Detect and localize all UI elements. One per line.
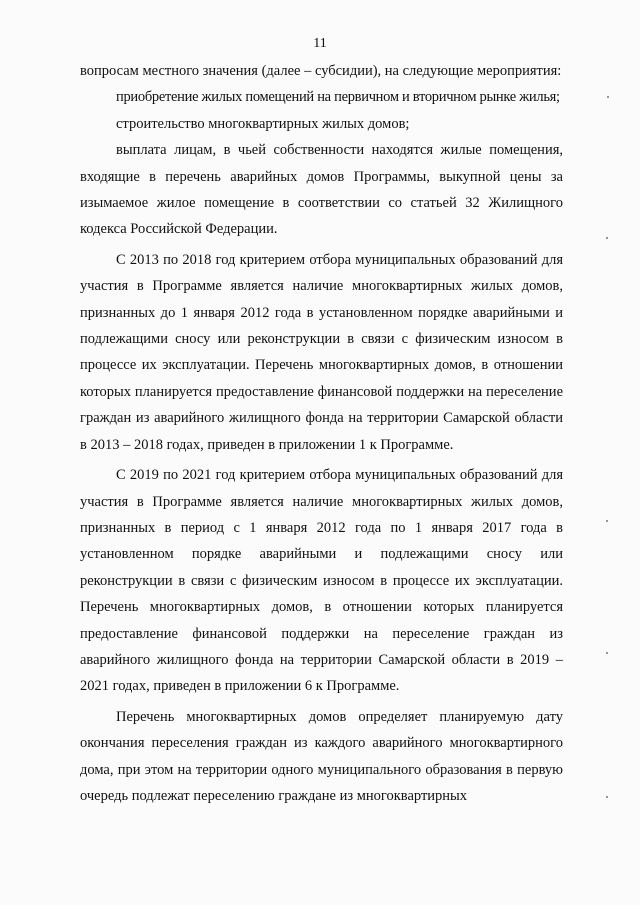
- paragraph-subsidies-intro: вопросам местного значения (далее – субсидии), на следующие мероприятия:: [80, 63, 562, 79]
- page-number: 11: [313, 36, 327, 51]
- paragraph-list-item-purchase: приобретение жилых помещений на первичном и вторичном рынке жилья;: [116, 89, 560, 106]
- scan-speck: [606, 652, 608, 654]
- paragraph-list-item-construction: строительство многоквартирных жилых домов;: [116, 115, 410, 132]
- document-body: [80, 58, 563, 809]
- paragraph-criteria-2019-2021: С 2019 по 2021 год критерием отбора муниципальных образований для участия в Программе является наличие многоквартирных жилых домов, признанных в период с 1 января 2012 года по 1 января 2017 года в установленном порядке аварийными и подлежащими сносу или реконструкции в связи с физическим износом в процессе их эксплуатации. Перечень многоквартирных домов, в отношении которых планируется предоставление финансовой поддержки на переселение граждан из аварийного жилищного фонда на территории Самарской области в 2019 – 2021 годах, приведен в приложении 6 к Программе.: [80, 467, 563, 695]
- scan-speck: [607, 96, 609, 98]
- scan-speck: [606, 520, 608, 522]
- paragraph-list-item-payment: выплата лицам, в чьей собственности находятся жилые помещения, входящие в перечень аварийных домов Программы, выкупной цены за изымаемое жилое помещение в соответствии со статьей 32 Жилищного кодекса Российской Федерации.: [80, 142, 563, 238]
- paragraph-criteria-2013-2018: С 2013 по 2018 год критерием отбора муниципальных образований для участия в Программе является наличие многоквартирных жилых домов, признанных до 1 января 2012 года в установленном порядке аварийными и подлежащими сносу или реконструкции в связи с физическим износом в процессе их эксплуатации. Перечень многоквартирных домов, в отношении которых планируется предоставление финансовой поддержки на переселение граждан из аварийного жилищного фонда на территории Самарской области в 2013 – 2018 годах, приведен в приложении 1 к Программе.: [80, 251, 563, 453]
- paragraph-resettlement-order: Перечень многоквартирных домов определяет планируемую дату окончания переселения граждан из каждого аварийного многоквартирного дома, при этом на территории одного муниципального образования в первую очередь подлежат переселению граждане из многоквартирных: [80, 708, 563, 804]
- scan-speck: [606, 796, 608, 798]
- scan-speck: [606, 237, 608, 239]
